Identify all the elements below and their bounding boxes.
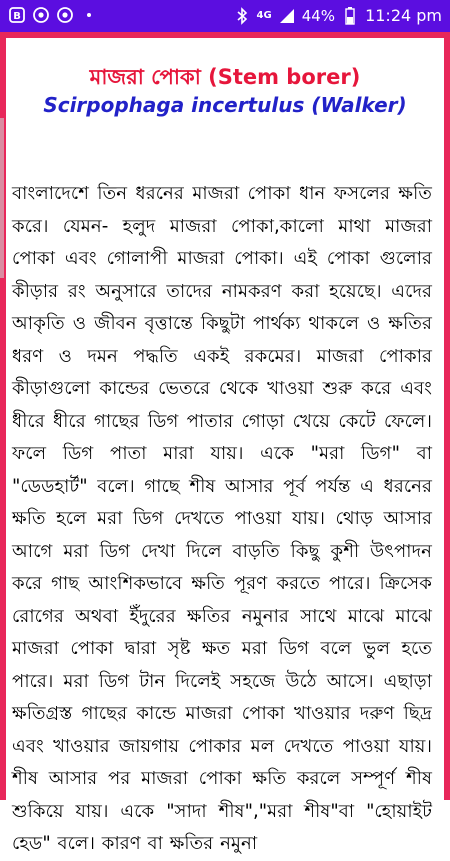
article-title: মাজরা পোকা (Stem borer)	[89, 65, 361, 89]
article-frame	[0, 32, 450, 854]
signal-icon	[278, 7, 296, 25]
clock: 11:24 pm	[365, 6, 442, 25]
article-body: বাংলাদেশে তিন ধরনের মাজরা পোকা ধান ফসলের ক্ষতি করে। যেমন- হলুদ মাজরা পোকা,কালো মাথা মাজরা পোকা এবং গোলাপী মাজরা পোকা। এই পোকা গুলোর কীড়ার রং অনুসারে তাদের নামকরণ করা হয়েছে। এদের আকৃতি ও জীবন বৃত্তান্তে কিছুটা পার্থক্য থাকলে ও ক্ষতির ধরণ ও দমন পদ্ধতি একই রকমের। মাজরা পোকার কীড়াগুলো কান্ডের ভেতরে থেকে খাওয়া শুরু করে এবং ধীরে ধীরে গাছের ডিগ পাতার গোড়া খেয়ে কেটে ফেলে। ফলে ডিগ পাতা মারা যায়। একে "মরা ডিগ" বা "ডেডহার্ট" বলে। গাছে শীষ আসার পূর্ব পর্যন্ত এ ধরনের ক্ষতি হলে মরা ডিগ দেখতে পাওয়া যায়। থোড় আসার আগে মরা ডিগ দেখা দিলে বাড়তি কিছু কুশী উৎপাদন করে গাছ আংশিকভাবে ক্ষতি পূরণ করতে পারে। ক্রিসেক রোগের অথবা ইঁদুরের ক্ষতির নমুনার সাথে মাঝে মাঝে মাজরা পোকা দ্বারা সৃষ্ট ক্ষত মরা ডিগ বলে ভুল হতে পারে। মরা ডিগ টান দিলেই সহজে উঠে আসে। এছাড়া ক্ষতিগ্রস্ত গাছের কান্ডে মাজরা পোকা খাওয়ার দরুণ ছিদ্র এবং খাওয়ার জায়গায় পোকার মল দেখতে পাওয়া যায়। শীষ আসার পর মাজরা পোকা ক্ষতি করলে সম্পূর্ণ শীষ শুকিয়ে যায়। একে "সাদা শীষ","মরা শীষ"বা "হোয়াইট হেড" বলে। কারণ বা ক্ষতির নমুনা	[12, 183, 432, 854]
notification-app-icon	[8, 6, 26, 24]
battery-percent: 44%	[301, 6, 336, 25]
battery-icon	[341, 7, 359, 25]
more-notifications-icon	[80, 6, 98, 24]
status-bar	[0, 0, 450, 32]
status-right-icons	[233, 6, 442, 25]
network-type: 4G	[256, 10, 272, 21]
chrome-icon-2	[56, 6, 74, 24]
edge-handle[interactable]	[0, 118, 4, 278]
status-left-icons	[8, 6, 98, 24]
article-content[interactable]	[6, 38, 444, 854]
bluetooth-icon	[233, 7, 251, 25]
svg-text:B: B	[13, 11, 21, 22]
chrome-icon	[32, 6, 50, 24]
scientific-name: Scirpophaga incertulus (Walker)	[43, 93, 407, 117]
